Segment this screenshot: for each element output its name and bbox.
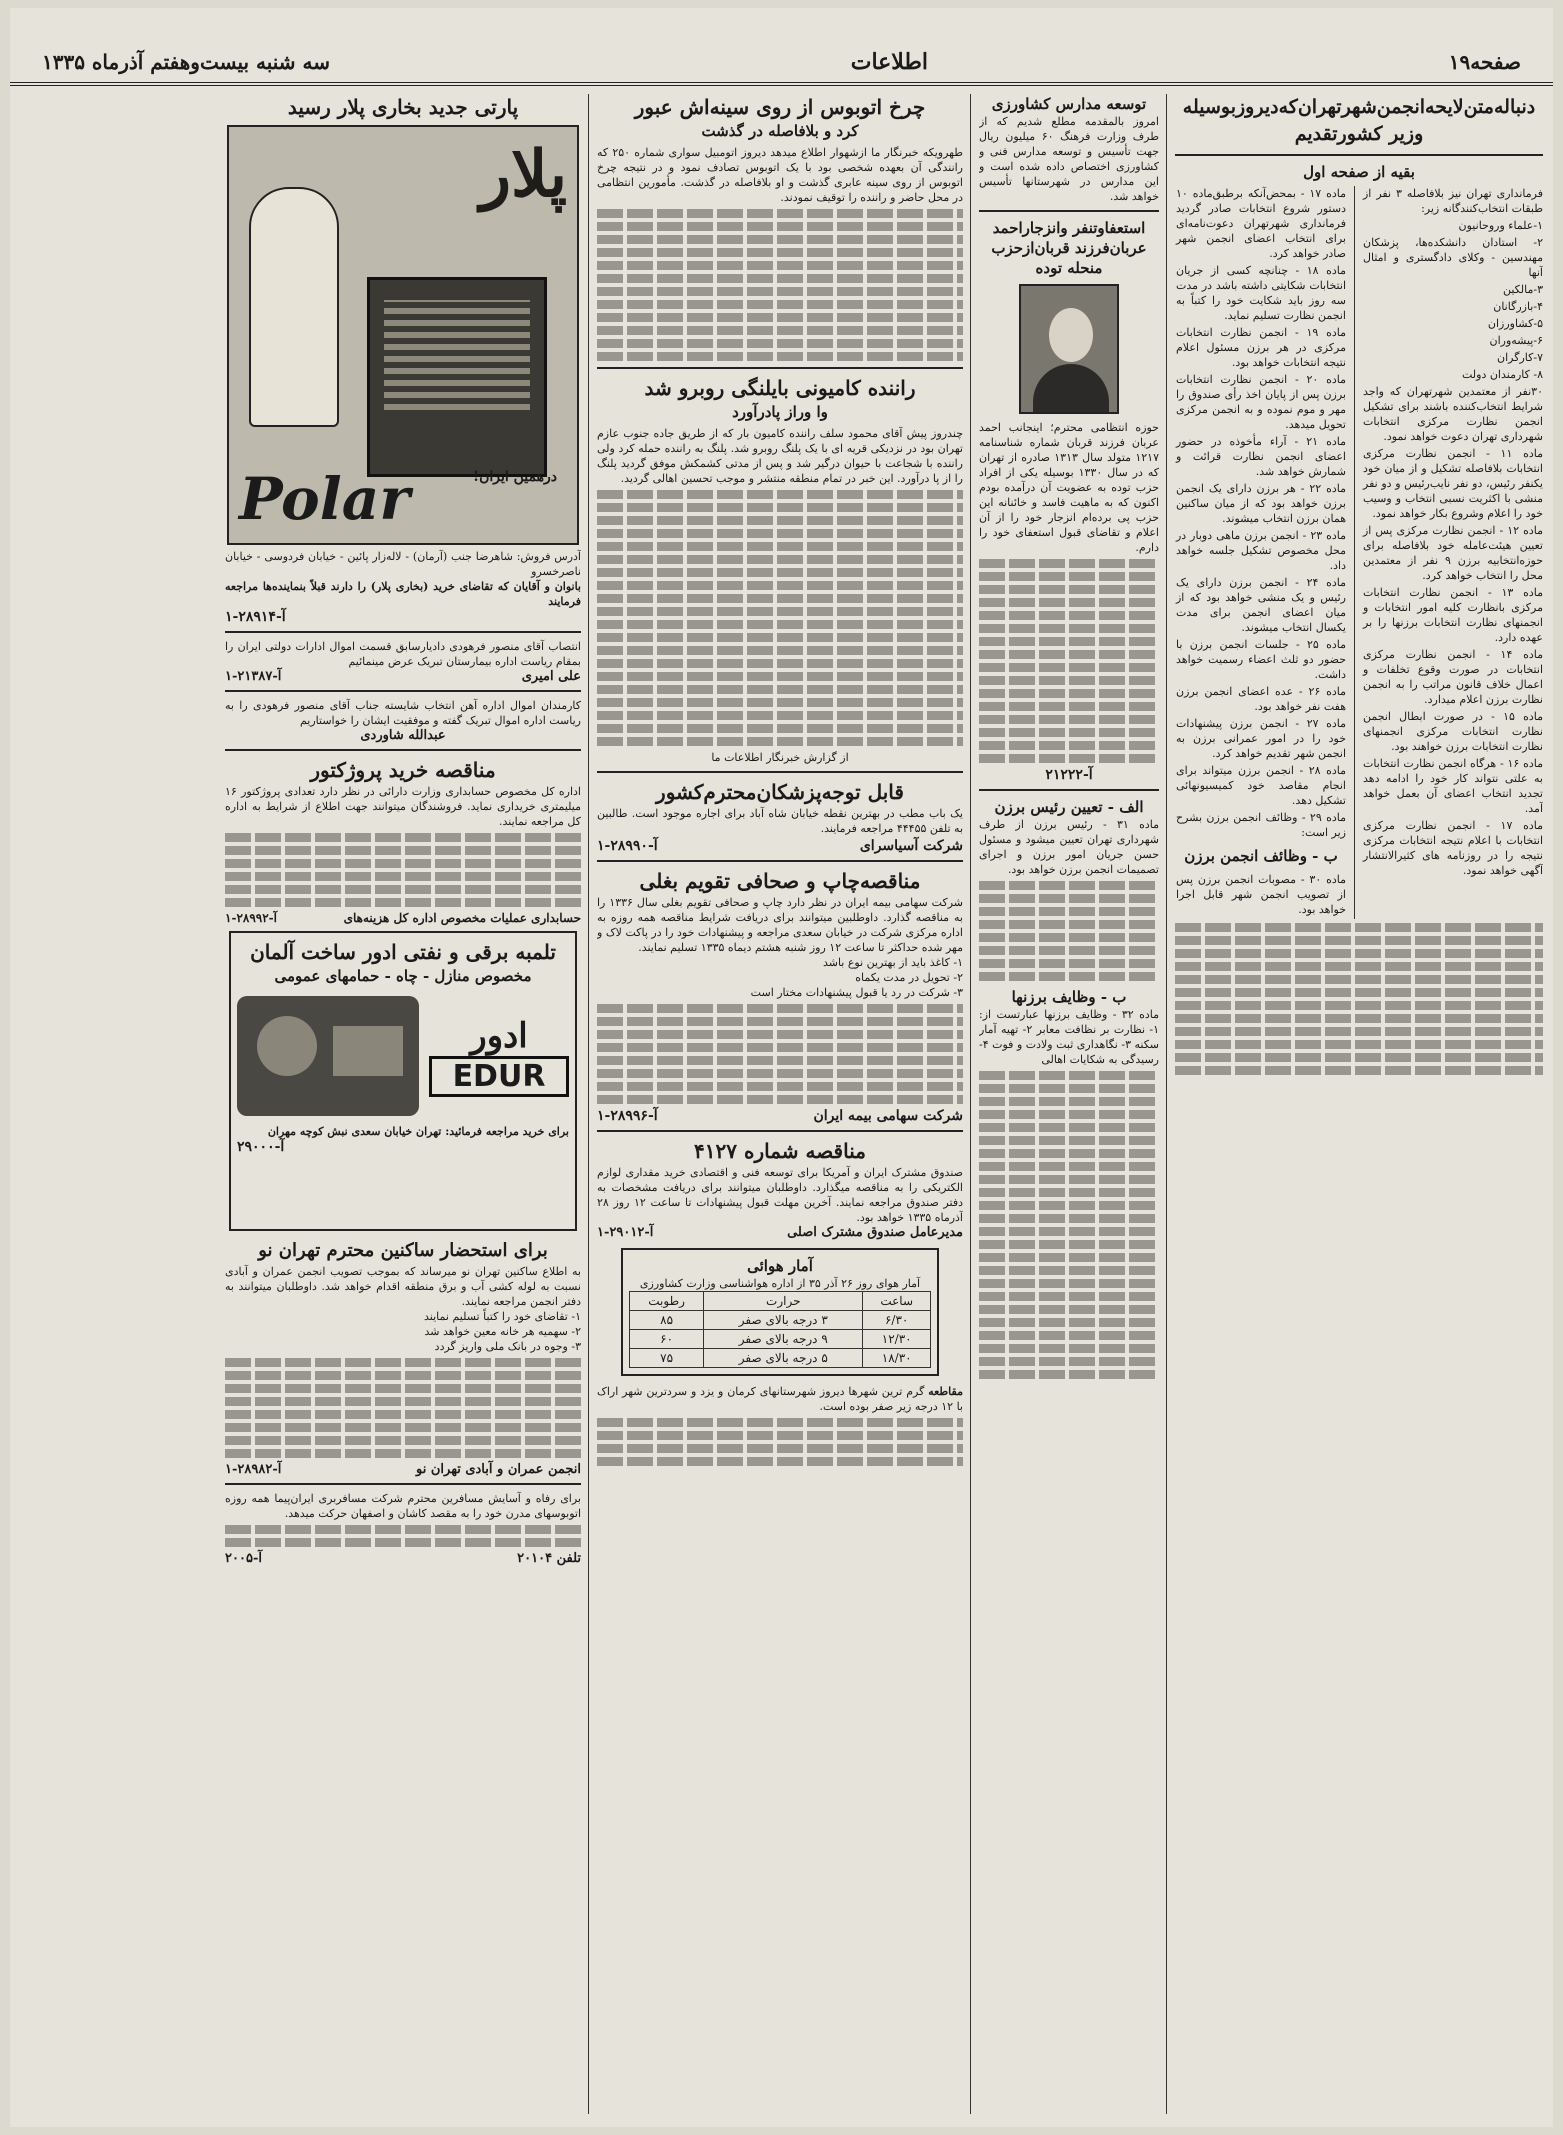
lawbill-article-21: ماده ۲۱ - آراء مأخوذه در حضور اعضای انجمن نظارت قرائت و شمارش خواهد شد. — [1176, 435, 1347, 478]
lawbill-article-30: ماده ۳۰ - مصوبات انجمن برزن پس از تصویب انجمن شهر قابل اجرا خواهد بود. — [1176, 873, 1347, 916]
lawbill-item: ۳-مالکین — [1502, 283, 1543, 296]
doctors-code: آ-۲۸۹۹۰-۱ — [597, 838, 658, 854]
lawbill-item: ۷-کارگران — [1497, 351, 1543, 364]
lawbill-article-14: ماده ۱۴ - انجمن نظارت مرکزی انتخابات در صورت وقوع تخلفات و اعمال خلاف قانون مراتب را به انجمن نظارت برزن اعلام میدارد. — [1363, 648, 1543, 706]
calendar-text: شرکت سهامی بیمه ایران در نظر دارد چاپ و صحافی تقویم بغلی سال ۱۳۳۶ را به مناقصه گذارد. داوطلبین میتوانند برای دریافت شرایط مناقصه همه روزه به اداره مرکزی شرکت در خیابان سعدی مراجعه و پیشنهادات خود را در پاکت لاک و مهر شده حداکثر تا ساعت ۱۲ روز شنبه هشتم دیماه ۱۳۳۵ تسلیم نمایند. — [597, 896, 963, 954]
truck-text: چندروز پیش آقای محمود سلف راننده کامیون بار که از طریق جاده جنوب عازم تهران بود در نزدیکی قریه ای با یک پلنگ روبرو شد. پلنگ به راننده حمله کرد ولی راننده با شجاعت با حیوان درگیر شد و پس از مدتی کشمکش موفق گردید پلنگ را از پا درآورد. این خبر در تمام منطقه منتشر و موجب تحسین اهالی گردید. — [597, 427, 963, 485]
tehran-no-item: ۲- سهمیه هر خانه معین خواهد شد — [424, 1325, 581, 1338]
lawbill-article-29: ماده ۲۹ - وظائف انجمن برزن بشرح زیر است: — [1176, 811, 1346, 839]
travel-phone: تلفن ۲۰۱۰۴ — [517, 1551, 581, 1566]
weather-box — [621, 1248, 939, 1376]
weather-row: ساعت حرارت رطوبت — [630, 1292, 931, 1311]
calendar-company: شرکت سهامی بیمه ایران — [813, 1108, 963, 1124]
weather-row: ۱۲/۳۰ ۹ درجه بالای صفر ۶۰ — [630, 1330, 931, 1349]
bus-subhead: کرد و بلافاصله در گذشت — [701, 122, 859, 140]
lawbill-article-16: ماده ۱۶ - هرگاه انجمن نظارت انتخابات به علتی نتواند کار خود را ادامه دهد تجدید انتخاب اعضای آن بعمل خواهد آمد. — [1363, 757, 1543, 815]
pump-code: آ-۲۹۰۰۰ — [237, 1139, 285, 1155]
projector-headline: مناقصه خرید پروژکتور — [310, 758, 496, 782]
heater-brand-fa: پلار — [480, 137, 567, 212]
calendar-item: ۱- کاغذ باید از بهترین نوع باشد — [822, 956, 963, 969]
lawbill-article-17: ماده ۱۷ - انجمن نظارت مرکزی انتخابات با اعلام نتیجه انتخابات مرکزی نتیجه را در روزنامه های کثیرالانتشار آگهی خواهد نمود. — [1363, 819, 1543, 877]
truck-sign: از گزارش خبرنگار اطلاعات ما — [711, 751, 849, 764]
lawbill-article-23: ماده ۲۳ - انجمن برزن ماهی دوبار در محل مخصوص تشکیل جلسه خواهد داد. — [1176, 529, 1347, 572]
pump-subhead: مخصوص منازل - چاه - حمامهای عمومی — [274, 967, 532, 985]
lawbill-item: ۲- استادان دانشکده‌ها، پزشکان مهندسین - وکلای دادگستری و امثال آنها — [1363, 236, 1543, 279]
lawbill-article-26: ماده ۲۶ - عده اعضای انجمن برزن هفت نفر خواهد بود. — [1176, 685, 1346, 713]
projector-text: اداره کل مخصوص حسابداری وزارت دارائی در نظر دارد تعدادی پروژکتور ۱۶ میلیمتری خریداری نماید. فروشندگان میتوانند جهت اطلاع از شرایط به اداره کل مراجعه نمایند. — [225, 785, 581, 828]
lawbill-article-18: ماده ۱۸ - چنانچه کسی از جریان انتخابات شکایتی داشته باشد در مدت سه روز باید شکایت خود را کتباً به انجمن نظارت تسلیم نماید. — [1176, 264, 1346, 322]
tehran-no-code: آ-۲۸۹۸۲-۱ — [225, 1462, 282, 1477]
congrats-1-text: انتصاب آقای منصور فرهودی دادیارسابق قسمت اموال ادارات دولتی ایران را بمقام ریاست اداره بیمارستان تبریک عرض مینمائیم — [225, 640, 581, 668]
edur-logo: EDUR — [429, 1056, 569, 1097]
doctors-text: یک باب مطب در بهترین نقطه خیابان شاه آباد برای اجاره موجود است. طالبین به تلفن ۴۴۴۵۵ مراجعه فرمایند. — [597, 807, 963, 835]
tender-signatory: مدیرعامل صندوق مشترک اصلی — [787, 1225, 963, 1240]
heater-code: آ-۲۸۹۱۴-۱ — [225, 609, 286, 625]
congrats-1-code: آ-۲۱۳۸۷-۱ — [225, 669, 282, 684]
lawbill-article-11: ماده ۱۱ - انجمن نظارت مرکزی انتخابات بلافاصله تشکیل و از میان خود یکنفر رئیس، دو نفر نایب‌رئیس و دو نفر منشی با اکثریت نسبی انتخاب و وسیب خود را اعلام وشروع بکار خواهد نمود. — [1363, 447, 1543, 520]
pump-text: برای خرید مراجعه فرمائید: تهران خیابان سعدی نبش کوچه مهران — [267, 1125, 569, 1138]
lawbill-item: ۴-بازرگانان — [1493, 300, 1543, 313]
pump-illustration — [237, 996, 419, 1116]
calendar-item: ۳- شرکت در رد یا قبول پیشنهادات مختار است — [750, 986, 963, 999]
resignation-text: حوزه انتظامی محترم؛ اینجانب احمد عربان فرزند قربان شماره شناسنامه ۱۲۱۷ متولد سال ۱۳۱۳ صادره از تهران که در سال ۱۳۳۰ بوسیله یکی از افراد حزب توده به عضویت آن درآمده بودم اکنون که به ماهیت فاسد و خائنانه این حزب پی برده‌ام انزجار خود را از آن اعلام و تقاضای قبول استعفای خود را دارم. — [979, 421, 1159, 554]
issue-date: سه شنبه بیست‌وهفتم آذرماه ۱۳۳۵ — [42, 50, 331, 74]
column-stories — [597, 94, 963, 2114]
lawbill-article-20: ماده ۲۰ - انجمن نظارت انتخابات برزن پس از پایان اخذ رأی صندوق را مهر و موم نموده و به انجمن مرکزی تحویل میدهد. — [1176, 373, 1346, 431]
heater-headline: پارتی جدید بخاری پلار رسید — [287, 95, 519, 119]
resignation-code: آ-۲۱۲۲۲ — [1045, 767, 1093, 783]
lawbill-headline: دنباله‌متن‌لایحه‌انجمن‌شهرتهران‌که‌دیروزبوسیله وزیر کشورتقدیم — [1182, 96, 1536, 145]
truck-subhead: وا وراز پادرآورد — [732, 403, 828, 421]
duties2-headline: ب - وظایف برزنها — [1011, 988, 1127, 1006]
notice-headline: مقاطعه — [928, 1385, 963, 1398]
schools-headline: توسعه مدارس کشاورزی — [991, 95, 1147, 113]
duties2-text: ماده ۳۲ - وظایف برزنها عبارتست از: ۱- نظارت بر نظافت معابر ۲- تهیه آمار سکنه ۳- نگاهداری ثبت ولادت و فوت ۴- رسیدگی به شکایات اهالی — [979, 1008, 1159, 1066]
lawbill-subhead: بقیه از صفحه اول — [1303, 163, 1415, 181]
column-lawbill — [1175, 94, 1543, 2114]
polar-logo: Polar — [239, 465, 410, 533]
mayor-headline: الف - تعیین رئیس برزن — [994, 798, 1144, 816]
tehran-no-sign: انجمن عمران و آبادی تهران نو — [416, 1462, 581, 1477]
lawbill-article-13: ماده ۱۳ - انجمن نظارت انتخابات مرکزی بانظارت کلیه امور انتخابات و انجمنهای نظارت انتخابات برزنها را بر عهده دارد. — [1363, 586, 1543, 644]
lawbill-item: ۱-علماء وروحانیون — [1458, 219, 1543, 232]
newspaper-page — [10, 8, 1553, 2127]
lawbill-paragraph: ۳۰نفر از معتمدین شهرتهران که واجد شرایط انتخاب‌کننده باشند برای تشکیل انجمن نظارت مرکزی انتخابات شهرداری تهران دعوت خواهد نمود. — [1363, 385, 1543, 443]
heater-note: بانوان و آقایان که تقاضای خرید (بخاری پلار) را دارند قبلاً بنماینده‌ها مراجعه فرمایند — [225, 580, 581, 608]
projector-dept: حسابداری عملیات مخصوص اداره کل هزینه‌های — [343, 911, 581, 925]
tehran-no-item: ۳- وجوه در بانک ملی واریز گردد — [434, 1340, 581, 1353]
pump-brand-fa: ادور — [470, 1015, 528, 1056]
lawbill-article-19: ماده ۱۹ - انجمن نظارت انتخابات مرکزی در هر برزن مسئول اعلام نتیجه انتخابات خواهد بود. — [1176, 326, 1346, 369]
duties-subhead: ب - وظائف انجمن برزن — [1184, 847, 1338, 865]
tehran-no-headline: برای استحضار ساکنین محترم تهران نو — [258, 1240, 548, 1261]
tender-headline: مناقصه شماره ۴۱۲۷ — [694, 1139, 866, 1163]
page-number: صفحه۱۹ — [1448, 50, 1521, 74]
lawbill-article-24: ماده ۲۴ - انجمن برزن دارای یک رئیس و یک منشی خواهد بود که از میان اعضای انجمن برای مدت یکسال انتخاب میشوند. — [1176, 576, 1347, 634]
tehran-no-item: ۱- تقاضای خود را کتباً تسلیم نمایند — [424, 1310, 581, 1323]
child-figure — [249, 187, 339, 427]
heater-ad-image — [227, 125, 579, 545]
masthead — [10, 42, 1553, 86]
weather-intro: آمار هوای روز ۲۶ آذر ۳۵ از اداره هواشناسی وزارت کشاورزی — [639, 1277, 921, 1290]
doctors-company: شرکت آسیاسرای — [859, 838, 963, 854]
pump-headline: تلمبه برقی و نفتی ادور ساخت آلمان — [250, 940, 556, 964]
calendar-code: آ-۲۸۹۹۶-۱ — [597, 1108, 658, 1124]
congrats-2-text: کارمندان اموال اداره آهن انتخاب شایسته جناب آقای منصور فرهودی را به ریاست اداره اموال تبریک گفته و موفقیت ایشان را خواستاریم — [225, 699, 581, 727]
lawbill-article-12: ماده ۱۲ - انجمن نظارت مرکزی پس از تعیین هیئت‌عامله خود بلافاصله برای حوزه‌انتخابیه‌ برزن ۹ نفر از معتمدین محل را انتخاب خواهد کرد. — [1363, 524, 1543, 582]
heater-tagline: درهمین ایران! — [472, 469, 557, 485]
heater-address: آدرس فروش: شاهرضا جنب (آرمان) - لاله‌زار پائین - خیابان فردوسی - خیابان ناصرخسرو — [225, 550, 581, 578]
tender-text: صندوق مشترک ایران و آمریکا برای توسعه فنی و اقتصادی خرید مقداری لوازم الکتریکی را به مناقصه میگذارد. داوطلبان میتوانند برای دریافت مشخصات به دفتر صندوق مراجعه نمایند. آخرین مهلت قبول پیشنهادات تا ساعت ۱۲ روز ۲۸ آذرماه ۱۳۳۵ خواهد بود. — [597, 1166, 963, 1224]
newspaper-name: اطلاعات — [850, 49, 929, 75]
weather-headline: آمار هوائی — [747, 1257, 813, 1275]
projector-code: آ-۲۸۹۹۲-۱ — [225, 911, 277, 925]
weather-table — [629, 1291, 931, 1368]
resignation-headline: استعفاوتنفر وانزجاراحمد عربان‌فرزند قربان‌ازحزب منحله توده — [991, 219, 1147, 277]
lawbill-intro: فرمانداری تهران نیز بلافاصله ۳ نفر از طبقات انتخاب‌کنندگانه زیر: — [1363, 187, 1543, 215]
tehran-no-text: به اطلاع ساکنین تهران نو میرساند که بموجب تصویب انجمن عمران و آبادی نسبت به لوله کشی آب و برق منطقه اقدام خواهد شد. داوطلبان میتوانند به دفتر انجمن مراجعه نمایند. — [225, 1265, 581, 1308]
truck-headline: راننده کامیونی بایلنگی روبرو شد — [644, 376, 916, 400]
mayor-text: ماده ۳۱ - رئیس برزن از طرف شهرداری تهران تعیین میشود و مسئول حسن جریان امور برزن و اجرای تصمیمات انجمن برزن خواهد بود. — [979, 818, 1159, 876]
bus-text: طهرویکه خبرنگار ما ازشهوار اطلاع میدهد دیروز اتومبیل سواری شماره ۲۵۰ که رانندگی آن بعهده شخصی بود با یک اتوبوس تصادف نمود و در نتیجه چرخ اتوبوس از روی سینه عابری گذشت و او بلافاصله در گذشت. مأمورین انتظامی در محل حاضر و راننده را توقیف نمودند. — [597, 146, 963, 204]
column-news — [979, 94, 1159, 2114]
lawbill-col2-p1: ماده ۱۷ - بمحض‌آنکه برطبق‌ماده ۱۰ دستور شروع انتخابات صادر گردید فرمانداری شهرتهران دعوت‌نامه‌ای برای انتخاب اعضای انجمن شهر صادر خواهد کرد. — [1176, 187, 1346, 260]
lawbill-article-25: ماده ۲۵ - جلسات انجمن برزن با حضور دو ثلث اعضاء رسمیت خواهد داشت. — [1176, 638, 1347, 681]
doctors-headline: قابل توجه‌پزشکان‌محترم‌کشور — [656, 780, 904, 804]
heater-illustration — [367, 277, 547, 477]
lawbill-article-28: ماده ۲۸ - انجمن برزن میتواند برای انجام مقاصد خود کمیسیونهائی تشکیل دهد. — [1176, 764, 1346, 807]
travel-text: برای رفاه و آسایش مسافرین محترم شرکت مسافربری ایران‌پیما همه روزه اتوبوسهای مدرن خود را به مقصد کاشان و اصفهان حرکت میدهد. — [225, 1492, 581, 1520]
congrats-2-name: عبدالله شاوردی — [360, 728, 446, 743]
weather-row: ۱۸/۳۰ ۵ درجه بالای صفر ۷۵ — [630, 1349, 931, 1368]
schools-text: امروز بالمقدمه مطلع شدیم که از طرف وزارت فرهنگ ۶۰ میلیون ریال جهت تأسیس و توسعه مدارس فنی و کشاورزی اختصاص داده شده است و این مدارس در شهرستانها تأسیس خواهد شد. — [979, 115, 1159, 203]
lawbill-item: ۵-کشاورزان — [1487, 317, 1543, 330]
calendar-headline: مناقصه‌چاپ و صحافی تقویم بغلی — [639, 869, 921, 893]
bus-headline: چرخ اتوبوس از روی سینه‌اش عبور — [634, 95, 926, 119]
calendar-item: ۲- تحویل در مدت یکماه — [855, 971, 963, 984]
tender-code: آ-۲۹۰۱۲-۱ — [597, 1225, 654, 1240]
portrait-photo — [1019, 284, 1119, 414]
congrats-1-name: علی امیری — [521, 669, 581, 684]
notice-text: گرم ترین شهرها دیروز شهرستانهای کرمان و یزد و سردترین شهر اراک با ۱۲ درجه زیر صفر بوده است. — [597, 1385, 963, 1413]
travel-code: آ-۲۰۰۵ — [225, 1551, 262, 1566]
lawbill-article-22: ماده ۲۲ - هر برزن دارای یک انجمن برزن خواهد بود که از میان ساکنین همان برزن انتخاب میشوند. — [1176, 482, 1346, 525]
lawbill-article-27: ماده ۲۷ - انجمن برزن پیشنهادات خود را در امور عمرانی برزن به انجمن شهر تقدیم خواهد کرد. — [1176, 717, 1347, 760]
lawbill-article-15: ماده ۱۵ - در صورت ابطال انجمن نظارت انتخابات مرکزی انجمنهای نظارت انتخابات برزن خواهند بود. — [1363, 710, 1543, 753]
weather-row: ۶/۳۰ ۳ درجه بالای صفر ۸۵ — [630, 1311, 931, 1330]
column-ads — [225, 94, 581, 2114]
lawbill-item: ۸- کارمندان دولت — [1461, 368, 1543, 381]
lawbill-item: ۶-پیشه‌وران — [1489, 334, 1543, 347]
pump-ad — [229, 931, 577, 1231]
